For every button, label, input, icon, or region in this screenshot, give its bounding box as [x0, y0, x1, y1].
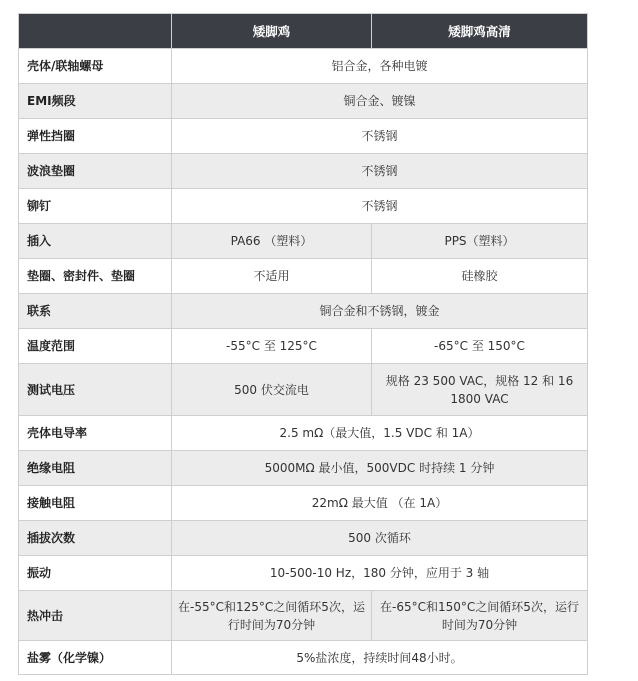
table-row [19, 451, 588, 486]
row-value: 不锈钢 [172, 189, 588, 224]
row-value-col1: PA66 （塑料） [172, 224, 372, 259]
row-value: 铜合金、镀镍 [172, 84, 588, 119]
row-value: 不锈钢 [172, 119, 588, 154]
row-value-col2: 规格 23 500 VAC，规格 12 和 16 1800 VAC [372, 364, 588, 416]
table-row [19, 119, 588, 154]
row-label: 波浪垫圈 [19, 154, 172, 189]
row-value: 铝合金，各种电镀 [172, 49, 588, 84]
row-value: 铜合金和不锈钢，镀金 [172, 294, 588, 329]
table-row [19, 154, 588, 189]
row-label: 联系 [19, 294, 172, 329]
table-row [19, 364, 588, 416]
row-label: 垫圈、密封件、垫圈 [19, 259, 172, 294]
row-value: 不锈钢 [172, 154, 588, 189]
row-value-col1: 不适用 [172, 259, 372, 294]
table-row [19, 259, 588, 294]
row-label: 绝缘电阻 [19, 451, 172, 486]
row-value-col2: 硅橡胶 [372, 259, 588, 294]
table-row [19, 556, 588, 591]
table-row [19, 189, 588, 224]
table-row [19, 329, 588, 364]
table-row [19, 224, 588, 259]
row-label: 温度范围 [19, 329, 172, 364]
row-value-col1: -55°C 至 125°C [172, 329, 372, 364]
header-corner-cell [19, 14, 172, 49]
spec-table [18, 13, 588, 675]
row-value: 5%盐浓度，持续时间48小时。 [172, 641, 588, 675]
row-label: 振动 [19, 556, 172, 591]
row-value: 500 次循环 [172, 521, 588, 556]
row-value-col2: 在-65°C和150°C之间循环5次，运行时间为70分钟 [372, 591, 588, 641]
table-row [19, 521, 588, 556]
row-label: 壳体/联轴螺母 [19, 49, 172, 84]
table-row [19, 486, 588, 521]
table-row [19, 84, 588, 119]
table-row [19, 641, 588, 675]
row-value: 22mΩ 最大值 （在 1A） [172, 486, 588, 521]
row-value-col1: 在-55°C和125°C之间循环5次，运行时间为70分钟 [172, 591, 372, 641]
row-label: 插入 [19, 224, 172, 259]
row-label: 接触电阻 [19, 486, 172, 521]
row-label: 壳体电导率 [19, 416, 172, 451]
table-row [19, 294, 588, 329]
row-label: 插拔次数 [19, 521, 172, 556]
table-row [19, 49, 588, 84]
row-value-col2: -65°C 至 150°C [372, 329, 588, 364]
row-value: 2.5 mΩ（最大值，1.5 VDC 和 1A） [172, 416, 588, 451]
row-value-col1: 500 伏交流电 [172, 364, 372, 416]
row-label: 热冲击 [19, 591, 172, 641]
row-value: 5000MΩ 最小值，500VDC 时持续 1 分钟 [172, 451, 588, 486]
row-value: 10-500-10 Hz，180 分钟，应用于 3 轴 [172, 556, 588, 591]
table-row [19, 591, 588, 641]
row-label: 铆钉 [19, 189, 172, 224]
header-col2: 矮脚鸡高清 [372, 14, 588, 49]
row-value-col2: PPS（塑料） [372, 224, 588, 259]
header-row [19, 14, 588, 49]
header-col1: 矮脚鸡 [172, 14, 372, 49]
row-label: 盐雾（化学镍） [19, 641, 172, 675]
table-row [19, 416, 588, 451]
row-label: 弹性挡圈 [19, 119, 172, 154]
row-label: EMI频段 [19, 84, 172, 119]
row-label: 测试电压 [19, 364, 172, 416]
